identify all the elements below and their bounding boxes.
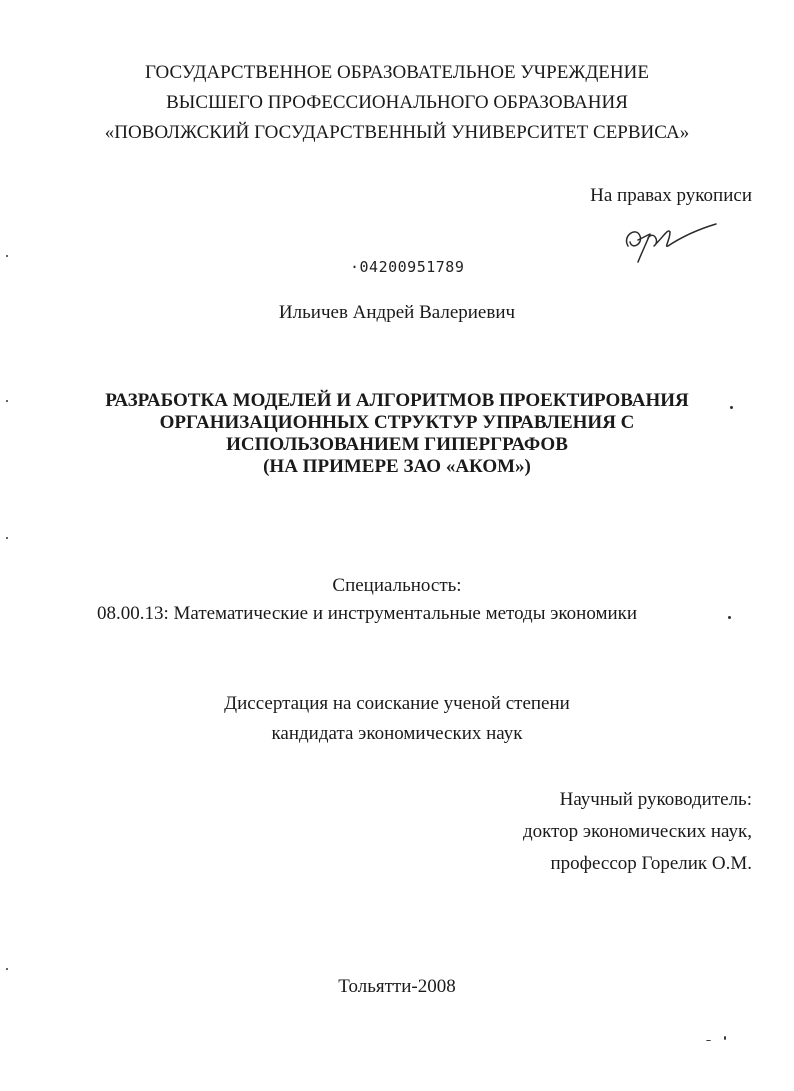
title-line-2: ОРГАНИЗАЦИОННЫХ СТРУКТУР УПРАВЛЕНИЯ С [159,412,635,433]
title-line-1: РАЗРАБОТКА МОДЕЛЕЙ И АЛГОРИТМОВ ПРОЕКТИРОВАНИЯ [105,390,689,411]
scan-speck [724,1036,726,1040]
degree-line-2: кандидата экономических наук [271,723,523,744]
scan-speck [706,1040,711,1041]
scan-speck [6,537,8,539]
specialty-value: 08.00.13: Математические и инструментальные методы экономики [96,603,638,624]
manuscript-note: На правах рукописи [590,185,752,206]
place-year: Тольятти-2008 [338,976,456,997]
catalog-number [350,258,464,276]
title-line-4: (НА ПРИМЕРЕ ЗАО «АКОМ») [263,456,531,477]
advisor-label: Научный руководитель: [559,789,752,810]
advisor-degree: доктор экономических наук, [522,821,752,842]
catalog-number-value: 04200951789 [359,258,465,276]
institution-line-3: «ПОВОЛЖСКИЙ ГОСУДАРСТВЕННЫЙ УНИВЕРСИТЕТ СЕРВИСА» [104,122,690,143]
scan-speck [728,616,731,619]
institution-line-1: ГОСУДАРСТВЕННОЕ ОБРАЗОВАТЕЛЬНОЕ УЧРЕЖДЕНИЕ [145,62,649,83]
scan-speck [6,400,8,402]
advisor-name: профессор Горелик О.М. [550,853,752,874]
scan-speck [6,968,8,970]
catalog-marker-dot: · [350,258,360,276]
title-line-3: ИСПОЛЬЗОВАНИЕМ ГИПЕРГРАФОВ [226,434,568,455]
specialty-label: Специальность: [332,575,462,596]
scan-speck [6,255,8,257]
scan-speck [730,406,733,409]
signature-image [620,212,720,264]
degree-line-1: Диссертация на соискание ученой степени [224,693,570,714]
author-name: Ильичев Андрей Валериевич [278,302,516,323]
institution-line-2: ВЫСШЕГО ПРОФЕССИОНАЛЬНОГО ОБРАЗОВАНИЯ [166,92,628,113]
